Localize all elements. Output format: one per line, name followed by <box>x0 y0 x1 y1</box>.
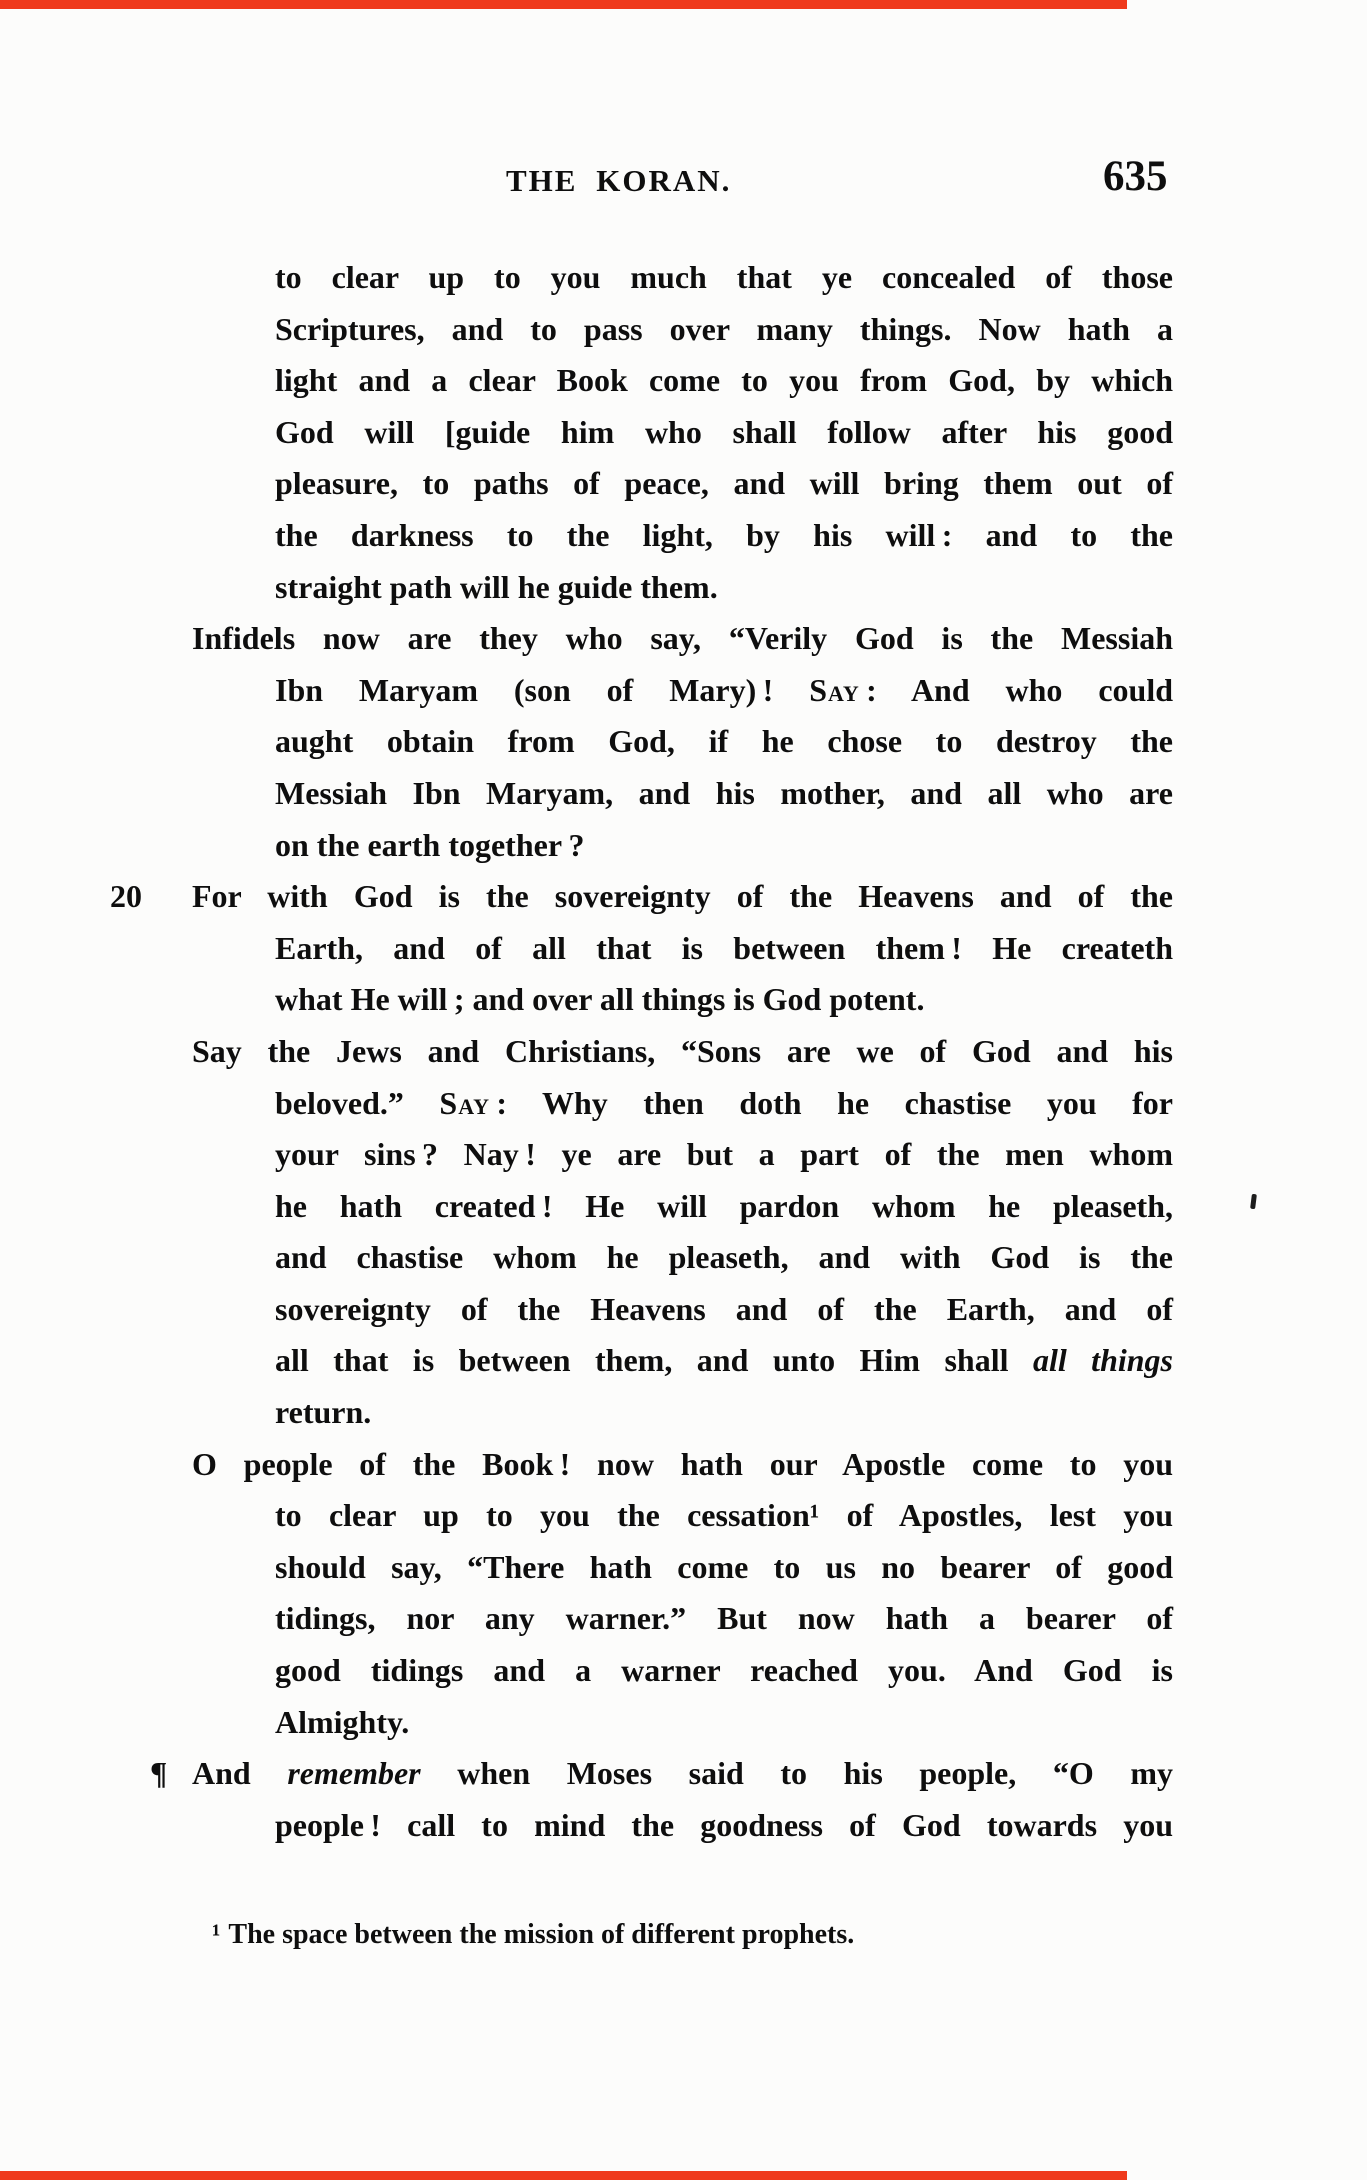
text-segment: the darkness to the light, by his will : and to the <box>275 516 1173 553</box>
footnote-text: The space between the mission of different prophets. <box>228 1919 855 1950</box>
text-segment: good tidings and a warner reached you. And God is <box>275 1652 1173 1689</box>
text-line <box>110 871 1173 923</box>
text-segment: And <box>192 1755 288 1792</box>
text-segment: when Moses said to his people, “O my <box>420 1755 1174 1792</box>
text-line <box>275 665 1173 717</box>
text-line <box>275 1078 1173 1130</box>
text-segment: Infidels now are they who say, “Verily God is the Messiah <box>192 620 1173 657</box>
text-line <box>275 407 1173 459</box>
text-segment: Ibn Maryam (son of Mary) ! <box>275 671 810 708</box>
text-line <box>275 1284 1173 1336</box>
text-line <box>275 974 1173 1026</box>
text-segment: Say the Jews and Christians, “Sons are we of God and his <box>192 1032 1173 1069</box>
footnote <box>212 1917 1212 1953</box>
text-segment: what He will ; and over all things is God potent. <box>275 981 925 1018</box>
text-line <box>275 510 1173 562</box>
text-line <box>275 458 1173 510</box>
text-segment: and chastise whom he pleaseth, and with God is the <box>275 1239 1173 1276</box>
scan-edge-mark-top <box>0 0 1127 9</box>
text-line <box>275 1542 1173 1594</box>
text-segment: Scriptures, and to pass over many things. Now hath a <box>275 310 1173 347</box>
text-segment: aught obtain from God, if he chose to destroy the <box>275 723 1173 760</box>
text-line <box>275 768 1173 820</box>
text-line <box>150 1748 1174 1800</box>
text-line <box>192 1026 1173 1078</box>
text-segment: to clear up to you much that ye concealed of those <box>275 259 1173 295</box>
text-segment: Almighty. <box>275 1703 410 1740</box>
text-line <box>275 304 1173 356</box>
text-segment: straight path will he guide them. <box>275 568 718 605</box>
text-segment: all that is between them, and unto Him shall <box>275 1342 1033 1379</box>
text-line <box>275 562 1173 614</box>
text-line <box>275 1232 1173 1284</box>
text-line <box>275 1800 1173 1852</box>
text-line <box>192 613 1173 665</box>
text-segment: sovereignty of the Heavens and of the Earth, and of <box>275 1290 1173 1327</box>
italic-text: all things <box>1032 1342 1174 1379</box>
text-segment: Messiah Ibn Maryam, and his mother, and all who are <box>275 774 1173 811</box>
text-segment: should say, “There hath come to us no bearer of good <box>275 1548 1173 1585</box>
text-line <box>192 1439 1173 1491</box>
running-header: THE KORAN. <box>506 163 732 198</box>
text-segment: For with God is the sovereignty of the Heavens and of the <box>192 878 1173 915</box>
text-line <box>275 252 1173 304</box>
body-text <box>0 252 1367 1851</box>
text-line <box>275 923 1173 975</box>
text-segment: : And who could <box>859 671 1174 708</box>
scan-edge-mark-bottom <box>0 2171 1127 2180</box>
text-segment: tidings, nor any warner.” But now hath a bearer of <box>275 1600 1173 1637</box>
small-caps-text: Say <box>439 1084 490 1121</box>
text-segment: to clear up to you the cessation¹ of Apostles, lest you <box>275 1497 1173 1534</box>
text-segment: God will [guide him who shall follow after his good <box>275 413 1173 450</box>
text-line <box>275 1490 1173 1542</box>
pilcrow-mark: ¶ <box>150 1755 168 1792</box>
text-segment: people ! call to mind the goodness of God towards you <box>275 1806 1173 1843</box>
text-segment: Earth, and of all that is between them ! He createth <box>275 929 1173 966</box>
text-line <box>275 1335 1173 1387</box>
text-line <box>275 1593 1173 1645</box>
footnote-marker: ¹ <box>212 1919 221 1950</box>
text-line <box>275 355 1173 407</box>
text-line <box>275 716 1173 768</box>
italic-text: remember <box>287 1755 421 1792</box>
page-number: 635 <box>1103 153 1168 200</box>
text-segment: on the earth together ? <box>275 826 585 863</box>
text-segment: light and a clear Book come to you from God, by which <box>275 362 1173 399</box>
verse-number: 20 <box>110 878 142 915</box>
text-segment: return. <box>275 1394 372 1431</box>
text-line <box>275 1387 1173 1439</box>
text-line <box>275 1645 1173 1697</box>
text-segment: beloved.” <box>275 1084 440 1121</box>
text-segment: pleasure, to paths of peace, and will bring them out of <box>275 465 1173 502</box>
text-segment: he hath created ! He will pardon whom he pleaseth, <box>275 1187 1173 1224</box>
text-segment: your sins ? Nay ! ye are but a part of the men whom <box>275 1136 1173 1173</box>
text-line <box>275 820 1173 872</box>
small-caps-text: Say <box>809 671 860 708</box>
text-line <box>275 1129 1173 1181</box>
text-line <box>275 1181 1173 1233</box>
text-segment: : Why then doth he chastise you for <box>489 1084 1173 1121</box>
text-segment: O people of the Book ! now hath our Apostle come to you <box>192 1445 1173 1482</box>
text-line <box>275 1697 1173 1749</box>
